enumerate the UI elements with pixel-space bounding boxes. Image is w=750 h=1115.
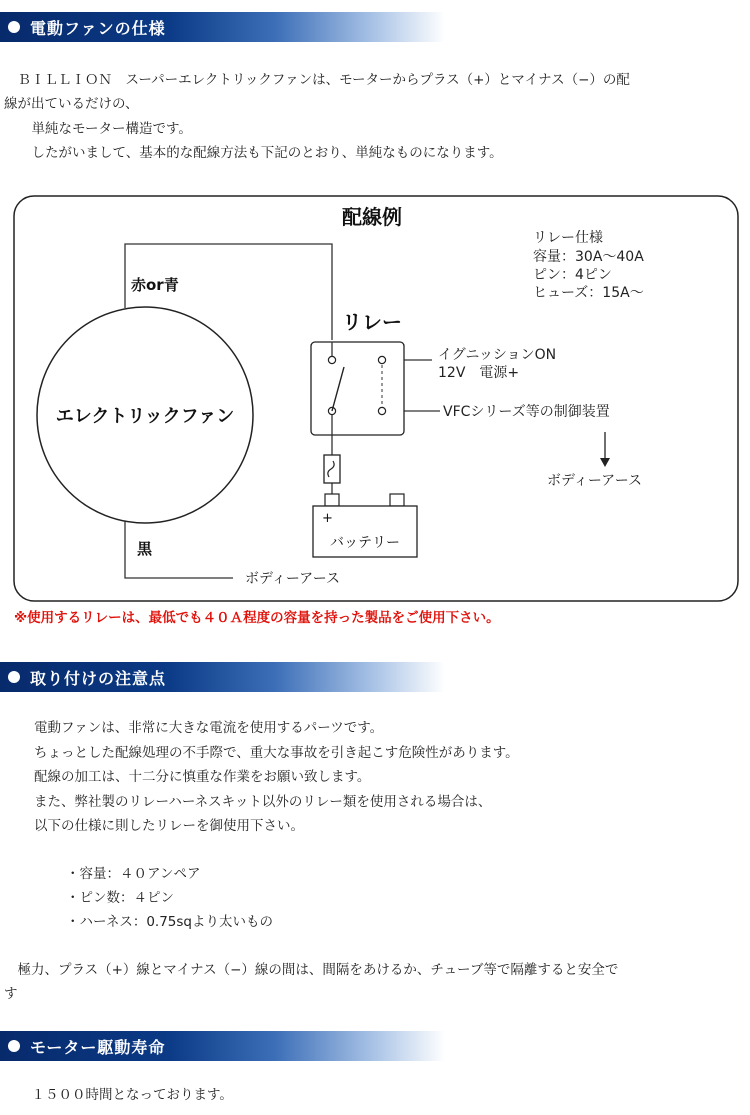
caution-text-line: ちょっとした配線処理の不手際で、重大な事故を引き起こす危険性があります。 [34,745,519,761]
battery-terminal-positive [325,494,339,506]
relay-box [311,342,404,435]
fan-label: エレクトリックファン [55,406,235,427]
battery-terminal-negative [390,494,404,506]
relay-label: リレー [342,310,402,334]
relay-terminal [328,356,335,363]
caution-text-line: 電動ファンは、非常に大きな電流を使用するパーツです。 [34,720,384,736]
spec-list-item: ・ピン数：４ピン [66,890,174,906]
relay-capacity-warning: ※使用するリレーは、最低でも４０Ａ程度の容量を持った製品をご使用下さい。 [14,610,500,626]
relay-terminal [378,356,385,363]
body-earth-label-bottom: ボディーアース [245,571,341,587]
section-banner-spec [0,12,445,42]
diagram-title: 配線例 [342,205,402,229]
spec-text-line: 単純なモーター構造です。 [18,121,192,137]
separation-text-line: 極力、プラス（+）線とマイナス（−）線の間は、間隔をあけるか、チューブ等で隔離すると安全で [4,962,619,978]
battery-label: バッテリー [330,535,400,551]
spec-text-line: ＢＩＬＬＩＯＮ スーパーエレクトリックファンは、モーターからプラス（+）とマイナス（−）の配 [4,72,630,88]
relay-terminal [378,407,385,414]
caution-text-line: 配線の加工は、十二分に慎重な作業をお願い致します。 [34,769,371,785]
relay-spec-fuse: ヒューズ：15A〜 [533,285,644,301]
caution-text-line: 以下の仕様に則したリレーを御使用下さい。 [34,818,304,834]
wire-label-black: 黒 [137,540,153,558]
section-banner-lifespan [0,1031,445,1061]
bullet-circle-icon [8,21,20,33]
body-earth-label-right: ボディーアース [547,473,643,489]
section-title: 取り付けの注意点 [30,668,167,688]
bullet-circle-icon [8,671,20,683]
section-title: 電動ファンの仕様 [30,18,166,38]
section-title: モーター駆動寿命 [30,1037,166,1057]
vfc-label: VFCシリーズ等の制御装置 [443,404,610,420]
spec-list-item: ・ハーネス：0.75sqより太いもの [66,914,273,930]
relay-spec-pins: ピン：4ピン [533,267,612,283]
separation-text-line: す [4,986,18,1002]
wiring-diagram [0,190,750,605]
spec-text-line: 線が出ているだけの、 [4,96,139,112]
caution-text-line: また、弊社製のリレーハーネスキット以外のリレー類を使用される場合は、 [34,794,492,810]
battery-plus-label: + [322,511,333,526]
relay-spec-capacity: 容量：30A〜40A [533,249,644,265]
lifespan-text: １５００時間となっております。 [18,1087,233,1103]
spec-text-line: したがいまして、基本的な配線方法も下記のとおり、単純なものになります。 [18,145,503,161]
wire-label-red: 赤or青 [131,276,179,294]
relay-spec-title: リレー仕様 [533,230,603,246]
ignition-label: イグニッションON [438,347,557,363]
ignition-voltage-label: 12V 電源+ [438,365,520,381]
section-banner-caution [0,662,445,692]
bullet-circle-icon [8,1040,20,1052]
spec-list-item: ・容量：４０アンペア [66,866,201,882]
